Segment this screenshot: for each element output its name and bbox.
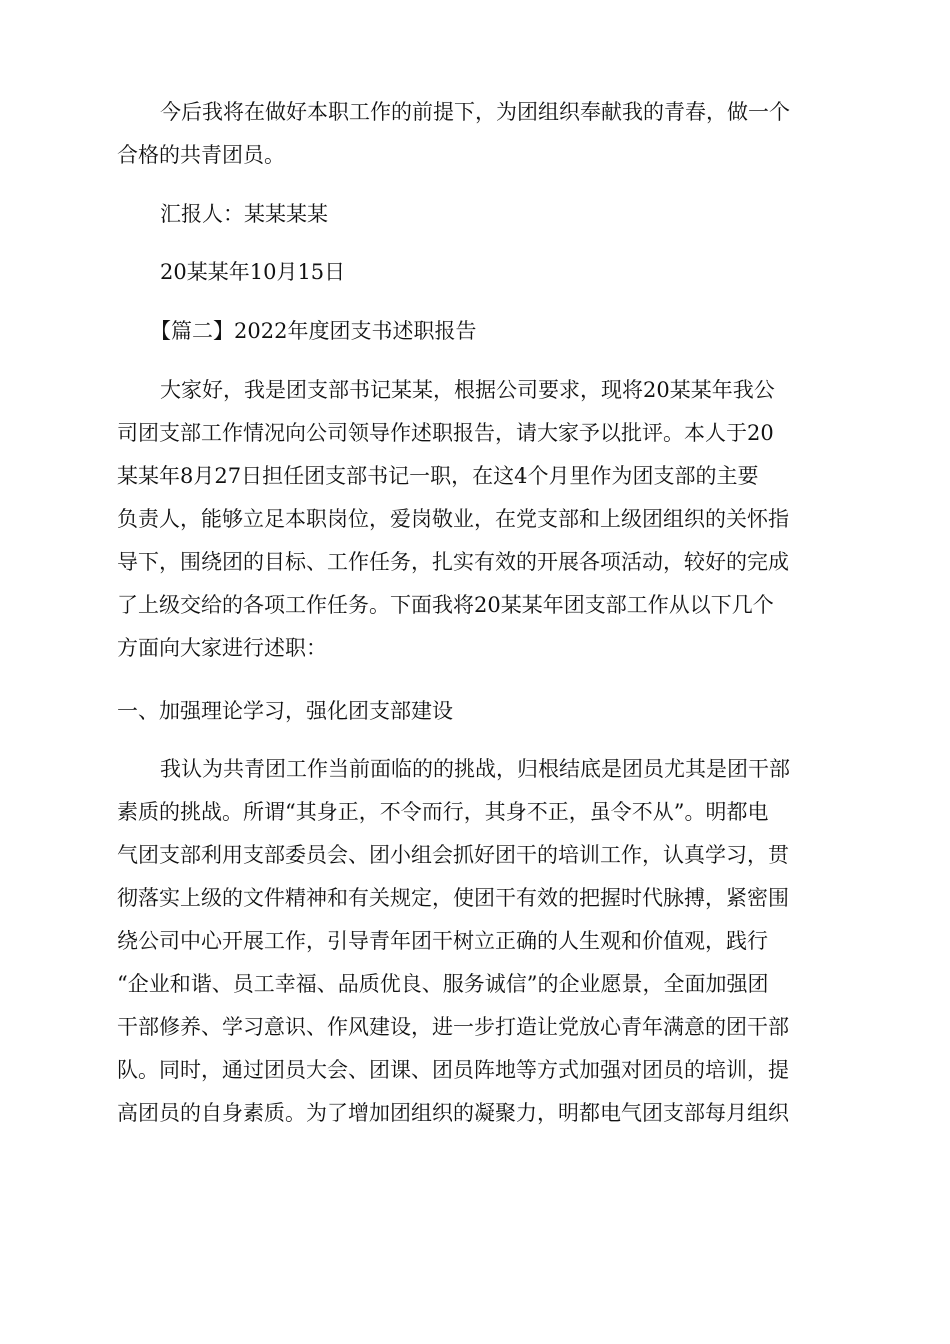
section-heading: 一、加强理论学习，强化团支部建设 [117,699,453,723]
paragraph-line: 方面向大家进行述职： [117,636,327,660]
paragraph-line: 气团支部利用支部委员会、团小组会抓好团干的培训工作，认真学习，贯 [117,843,789,867]
paragraph-line: 绕公司中心开展工作，引导青年团干树立正确的人生观和价值观，践行 [117,929,768,953]
paragraph-line: 高团员的自身素质。为了增加团组织的凝聚力，明都电气团支部每月组织 [117,1101,789,1125]
paragraph-line: 导下，围绕团的目标、工作任务，扎实有效的开展各项活动，较好的完成 [117,550,789,574]
paragraph-line: 干部修养、学习意识、作风建设，进一步打造让党放心青年满意的团干部 [117,1015,789,1039]
date-line: 20某某年10月15日 [160,260,346,284]
paragraph-line: 队。同时，通过团员大会、团课、团员阵地等方式加强对团员的培训，提 [117,1058,789,1082]
paragraph-line: 彻落实上级的文件精神和有关规定，使团干有效的把握时代脉搏，紧密围 [117,886,789,910]
paragraph-line: 合格的共青团员。 [117,143,285,167]
paragraph-line: 负责人，能够立足本职岗位，爱岗敬业，在党支部和上级团组织的关怀指 [117,507,789,531]
paragraph-line: 了上级交给的各项工作任务。下面我将20某某年团支部工作从以下几个 [117,593,774,617]
paragraph-line: “企业和谐、员工幸福、品质优良、服务诚信”的企业愿景，全面加强团 [117,972,769,996]
paragraph-line: 大家好，我是团支部书记某某，根据公司要求，现将20某某年我公 [160,378,775,402]
reporter-line: 汇报人：某某某某 [160,202,328,226]
paragraph-line: 今后我将在做好本职工作的前提下，为团组织奉献我的青春，做一个 [160,100,790,124]
paragraph-line: 我认为共青团工作当前面临的的挑战，归根结底是团员尤其是团干部 [160,757,790,781]
paragraph-line: 某某年8月27日担任团支部书记一职，在这4个月里作为团支部的主要 [117,464,759,488]
paragraph-line: 素质的挑战。所谓“其身正，不令而行，其身不正，虽令不从”。明都电 [117,800,769,824]
section-title: 【篇二】2022年度团支书述职报告 [150,319,477,343]
paragraph-line: 司团支部工作情况向公司领导作述职报告，请大家予以批评。本人于20 [117,421,774,445]
